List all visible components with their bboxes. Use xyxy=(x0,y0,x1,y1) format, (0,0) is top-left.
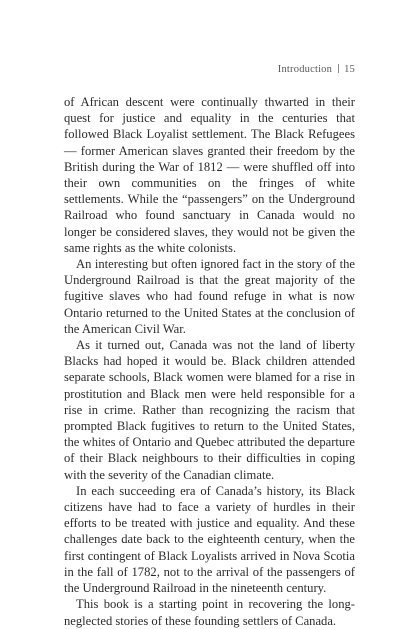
body-text xyxy=(64,94,355,629)
paragraph-5: This book is a starting point in recovering the long-neglected stories of these founding settlers of Canada. xyxy=(64,597,355,628)
page-number: 15 xyxy=(344,64,355,75)
paragraph-3: As it turned out, Canada was not the land of liberty Blacks had hoped it would be. Black children attended separate schools, Black women were blamed for a rise in prostitution and Black men were held responsible for a rise in crime. Rather than recognizing the racism that prompted Black fugitives to return to the United States, the whites of Ontario and Quebec attributed the departure of their Black neighbours to their difficulties in coping with the severity of the Canadian climate. xyxy=(64,338,355,482)
header-divider xyxy=(338,64,339,73)
paragraph-2: An interesting but often ignored fact in the story of the Underground Railroad is that the great majority of the fugitive slaves who had found refuge in what is now Ontario returned to the United States at the conclusion of the American Civil War. xyxy=(64,257,355,336)
paragraph-1: of African descent were continually thwarted in their quest for justice and equality in the centuries that followed Black Loyalist settlement. The Black Refugees — former American slaves granted their freedom by the British during the War of 1812 — were shuffled off into their own communities on the fringes of white settlements. While the “passengers” on the Underground Railroad who found sanctuary in Canada would no longer be considered slaves, they would not be given the same rights as the white colonists. xyxy=(64,95,355,255)
running-head xyxy=(278,64,355,75)
section-title: Introduction xyxy=(277,64,333,75)
paragraph-4: In each succeeding era of Canada’s history, its Black citizens have had to face a variety of hurdles in their efforts to be treated with justice and equality. And these challenges date back to the eighteenth century, when the first contingent of Black Loyalists arrived in Nova Scotia in the fall of 1782, not to the arrival of the passengers of the Underground Railroad in the nineteenth century. xyxy=(64,483,355,596)
